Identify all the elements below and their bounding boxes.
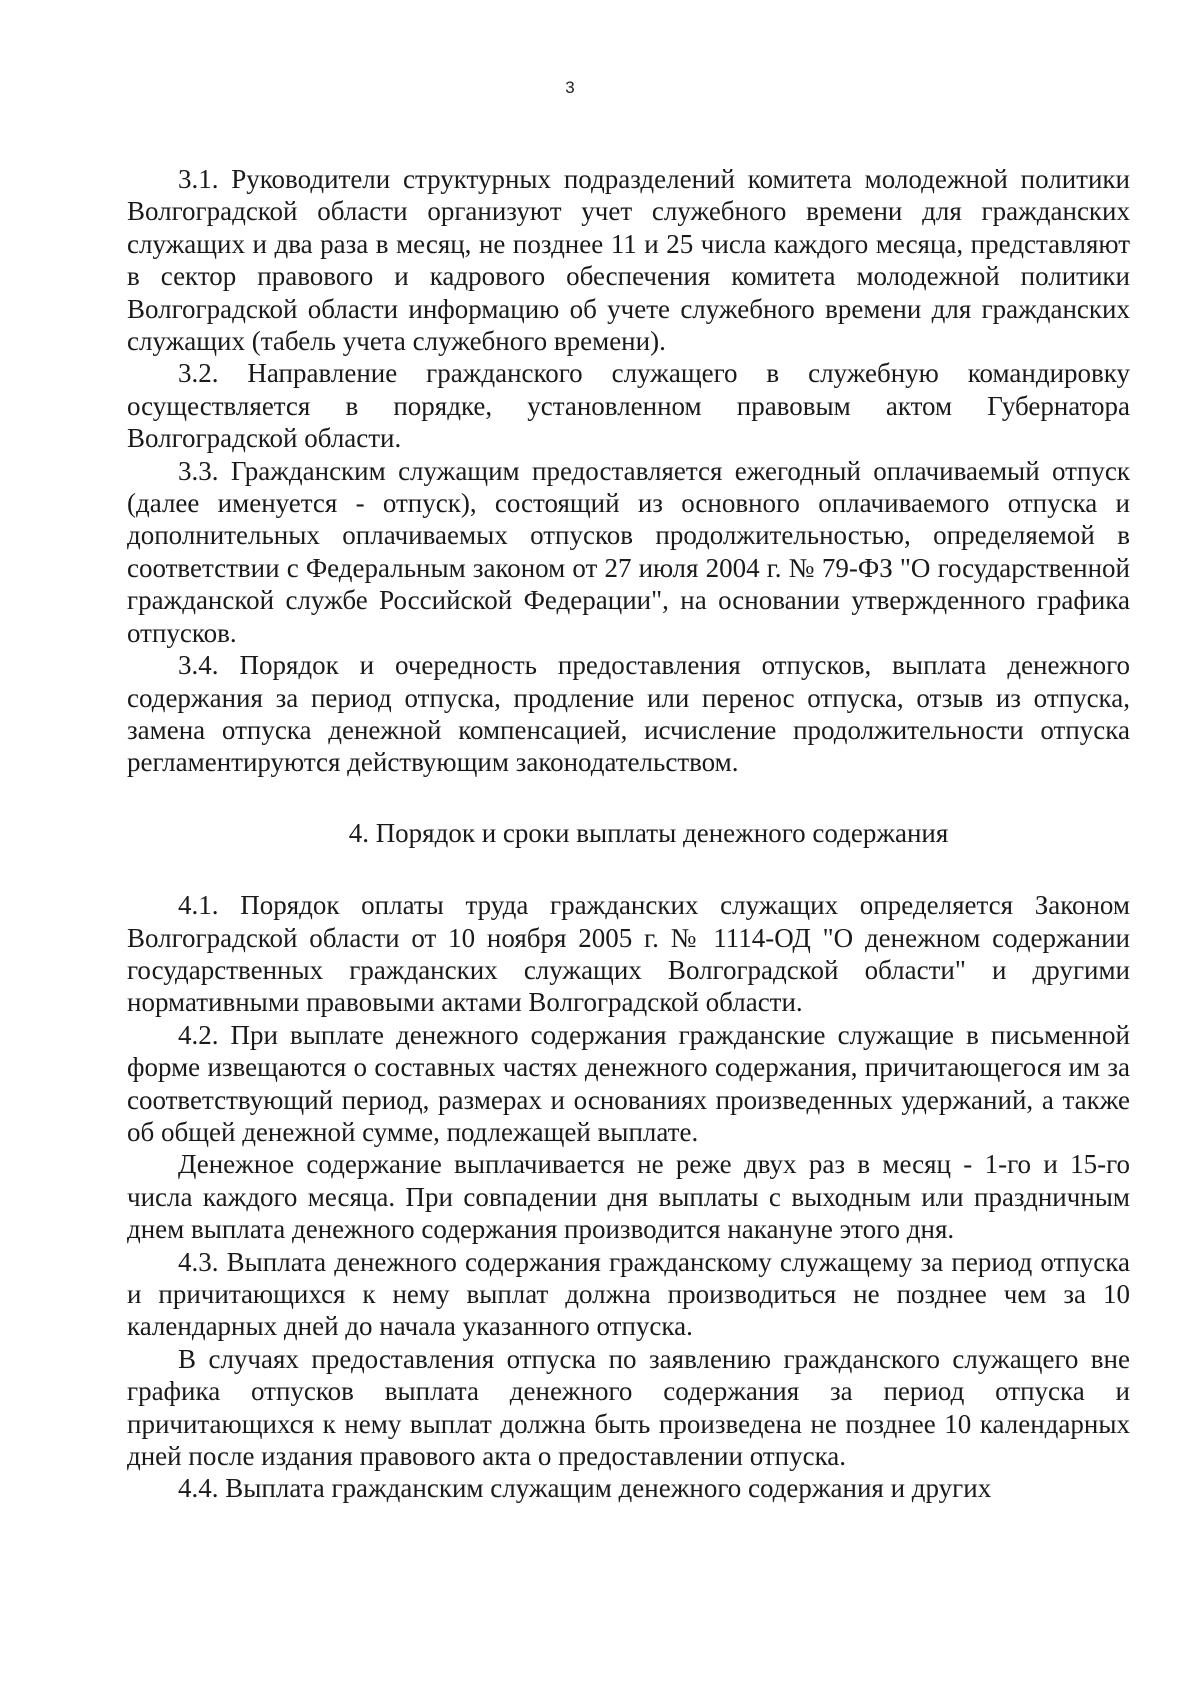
paragraph-4-1: 4.1. Порядок оплаты труда гражданских служащих определяется Законом Волгоградской области от 10 ноября 2005 г. № 1114-ОД "О денежном содержании государственных гражданских служащих Волгоградской области" и другими нормативными правовыми актами Волгоградской области.	[127, 890, 1130, 1018]
section-heading: 4. Порядок и сроки выплаты денежного содержания	[348, 817, 949, 848]
paragraph-3-4: 3.4. Порядок и очередность предоставления отпусков, выплата денежного содержания за период отпуска, продление или перенос отпуска, отзыв из отпуска, замена отпуска денежной компенсацией, исчисление продолжительности отпуска регламентируются действующим законодательством.	[127, 650, 1130, 778]
document-body	[127, 163, 1130, 1505]
paragraph-4-2: 4.2. При выплате денежного содержания гражданские служащие в письменной форме извещаются о составных частях денежного содержания, причитающегося им за соответствующий период, размерах и основаниях произведенных удержаний, а также об общей денежной сумме, подлежащей выплате.	[127, 1019, 1130, 1147]
paragraph-3-1: 3.1. Руководители структурных подразделений комитета молодежной политики Волгоградской области организуют учет служебного времени для гражданских служащих и два раза в месяц, не позднее 11 и 25 числа каждого месяца, представляют в сектор правового и кадрового обеспечения комитета молодежной политики Волгоградской области информацию об учете служебного времени для гражданских служащих (табель учета служебного времени).	[127, 164, 1130, 357]
paragraph-4-4: 4.4. Выплата гражданским служащим денежного содержания и других	[178, 1473, 992, 1504]
page-number: 3	[565, 78, 575, 97]
paragraph-4-3-off-schedule: В случаях предоставления отпуска по заявлению гражданского служащего вне графика отпусков выплата денежного содержания за период отпуска и причитающихся к нему выплат должна быть произведена не позднее 10 календарных дней после издания правового акта о предоставлении отпуска.	[127, 1343, 1130, 1472]
paragraph-3-3: 3.3. Гражданским служащим предоставляется ежегодный оплачиваемый отпуск (далее именуется - отпуск), состоящий из основного оплачиваемого отпуска и дополнительных оплачиваемых отпусков продолжительностью, определяемой в соответствии с Федеральным законом от 27 июля 2004 г. № 79-ФЗ "О государственной гражданской службе Российской Федерации", на основании утвержденного графика отпусков.	[127, 455, 1130, 648]
paragraph-4-3: 4.3. Выплата денежного содержания гражданскому служащему за период отпуска и причитающихся к нему выплат должна производиться не позднее чем за 10 календарных дней до начала указанного отпуска.	[127, 1246, 1130, 1342]
paragraph-4-2-payment-schedule: Денежное содержание выплачивается не реже двух раз в месяц - 1-го и 15-го числа каждого месяца. При совпадении дня выплаты с выходным или праздничным днем выплата денежного содержания производится накануне этого дня.	[127, 1149, 1130, 1245]
paragraph-3-2: 3.2. Направление гражданского служащего в служебную командировку осуществляется в порядке, установленном правовым актом Губернатора Волгоградской области.	[127, 358, 1130, 454]
